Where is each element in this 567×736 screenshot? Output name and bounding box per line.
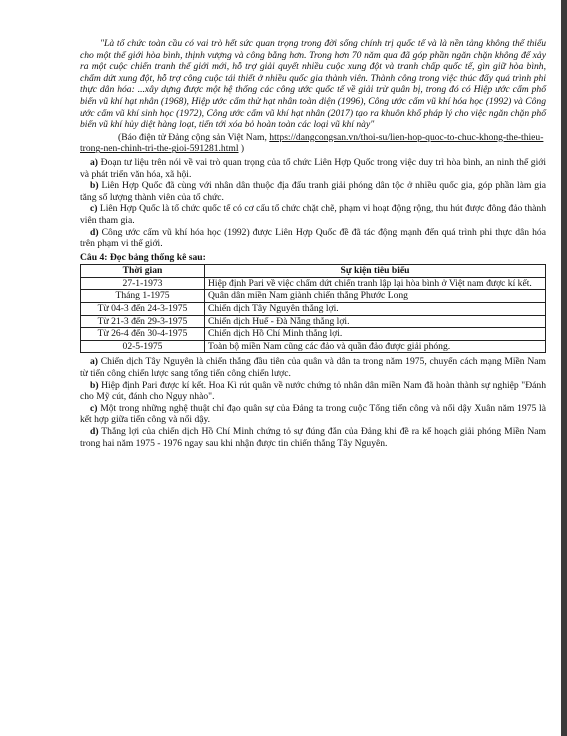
table-row [81,303,546,316]
table-row [81,290,546,303]
option-label: a) [90,156,98,168]
page-edge-shadow [561,0,567,736]
cell-date: Từ 21-3 đến 29-3-1975 [81,315,205,328]
cell-date: 02-5-1975 [81,340,205,353]
option-text: Đoạn tư liệu trên nói về vai trò quan trọng của tổ chức Liên Hợp Quốc trong việc duy trì hòa bình, an ninh thế giới và phát triển văn hóa, xã hội. [80,156,546,180]
cell-event: Quân dân miền Nam giành chiến thắng Phước Long [205,290,546,303]
document-content [80,38,546,449]
cell-event: Chiến dịch Hồ Chí Minh thắng lợi. [205,328,546,341]
option-label: d) [90,226,99,238]
q4-option-c [80,403,546,426]
source-citation [80,132,546,155]
cell-event: Hiệp định Pari về việc chấm dứt chiến tranh lập lại hòa bình ở Việt nam được kí kết. [205,277,546,290]
header-event: Sự kiện tiêu biểu [205,265,546,278]
table-row [81,315,546,328]
option-text: Hiệp định Pari được kí kết. Hoa Kì rút quân về nước chứng tỏ nhân dân miền Nam đã hoàn thành sự nghiệp "Đánh cho Mỹ cút, đánh cho Ngụy nhào". [80,379,546,403]
option-label: c) [90,402,98,414]
source-link[interactable]: https://dangcongsan.vn/thoi-su/lien-hop-quoc-to-chuc-khong-the-thieu-trong-nen-chinh-tri-the-gioi-591281.html [80,131,544,155]
option-label: c) [90,203,98,215]
q3-option-b [80,180,546,203]
cell-date: Tháng 1-1975 [81,290,205,303]
option-label: a) [90,356,98,368]
q4-option-b [80,380,546,403]
q4-option-a [80,356,546,379]
cell-event: Chiến dịch Tây Nguyên thắng lợi. [205,303,546,316]
option-label: d) [90,426,99,437]
option-label: b) [90,379,99,391]
cell-date: Từ 26-4 đến 30-4-1975 [81,328,205,341]
cell-date: 27-1-1973 [81,277,205,290]
option-text: Thắng lợi của chiến dịch Hồ Chí Minh chứng tỏ sự đúng đắn của Đảng khi đề ra kế hoạch giải phóng Miền Nam trong hai năm 1975 - 1976 ngay sau khi nhận được tin chiến thắng Tây Nguyên. [80,426,546,449]
option-text: Chiến dịch Tây Nguyên là chiến thắng đầu tiên của quân và dân ta trong năm 1975, chuyển cách mạng Miền Nam từ tiến công chiến lược sang tổng tiến công chiến lược. [80,356,546,380]
q3-option-a [80,157,546,180]
question-4-title: Câu 4: Đọc bảng thống kê sau: [80,251,206,263]
cell-date: Từ 04-3 đến 24-3-1975 [81,303,205,316]
table-header-row [81,265,546,278]
table-row [81,328,546,341]
cell-event: Chiến dịch Huế - Đà Nẵng thắng lợi. [205,315,546,328]
header-time: Thời gian [81,265,205,278]
q4-option-d [80,426,546,449]
source-suffix: ) [238,143,245,155]
option-text: Công ước cấm vũ khí hóa học (1992) được Liên Hợp Quốc đề đã tác động mạnh đến quá trình phi thực dân hóa trên phạm vi thế giới. [80,226,546,250]
q3-option-d [80,227,546,250]
quote-passage: "Là tổ chức toàn cầu có vai trò hết sức quan trọng trong đời sống chính trị quốc tế và là nền tảng không thể thiếu cho một thế giới hòa bình, thịnh vượng và công bằng hơn. Trong hơn 70 năm qua đã góp phần ngăn chặn không để xảy ra một cuộc chiến tranh thế giới mới, hỗ trợ giải quyết nhiều cuộc xung đột và tranh chấp quốc tế, gìn giữ hòa bình, chấm dứt xung đột, hỗ trợ công cuộc tái thiết ở nhiều quốc gia thành viên. Thành công trong việc thúc đẩy quá trình phi thực dân hóa: ...xây dựng được một hệ thống các công ước quốc tế về giải trừ quân bị, trong đó có Hiệp ước cấm phổ biến vũ khí hạt nhân (1968), Hiệp ước cấm thử hạt nhân toàn diện (1996), Công ước cấm vũ khí hóa học (1992) và Công ước cấm vũ khí sinh học (1972), Công ước cấm vũ khí hạt nhân (2017) tạo ra khuôn khổ pháp lý cho việc ngăn chặn phổ biến vũ khí hủy diệt hàng loạt, tiến tới xóa bỏ hoàn toàn các loại vũ khí này" [80,38,546,131]
events-table [80,264,546,353]
q3-option-c [80,203,546,226]
option-text: Liên Hợp Quốc đã cùng với nhân dân thuộc địa đấu tranh giải phóng dân tộc ở nhiều quốc gia, góp phần làm gia tăng số lượng thành viên của tổ chức. [80,180,546,203]
cell-event: Toàn bộ miền Nam cũng các đảo và quần đảo được giải phóng. [205,340,546,353]
option-text: Liên Hợp Quốc là tổ chức quốc tế có cơ cấu tổ chức chặt chẽ, phạm vi hoạt động rộng, thu hút được đông đảo thành viên tham gia. [80,203,546,226]
option-text: Một trong những nghệ thuật chỉ đạo quân sự của Đảng ta trong cuộc Tổng tiến công và nổi dậy Xuân năm 1975 là kết hợp giữa tiến công và nổi dậy. [80,402,546,426]
table-row [81,340,546,353]
table-row [81,277,546,290]
source-prefix: (Báo điện tử Đảng cộng sản Việt Nam, [118,131,270,143]
option-label: b) [90,180,99,192]
